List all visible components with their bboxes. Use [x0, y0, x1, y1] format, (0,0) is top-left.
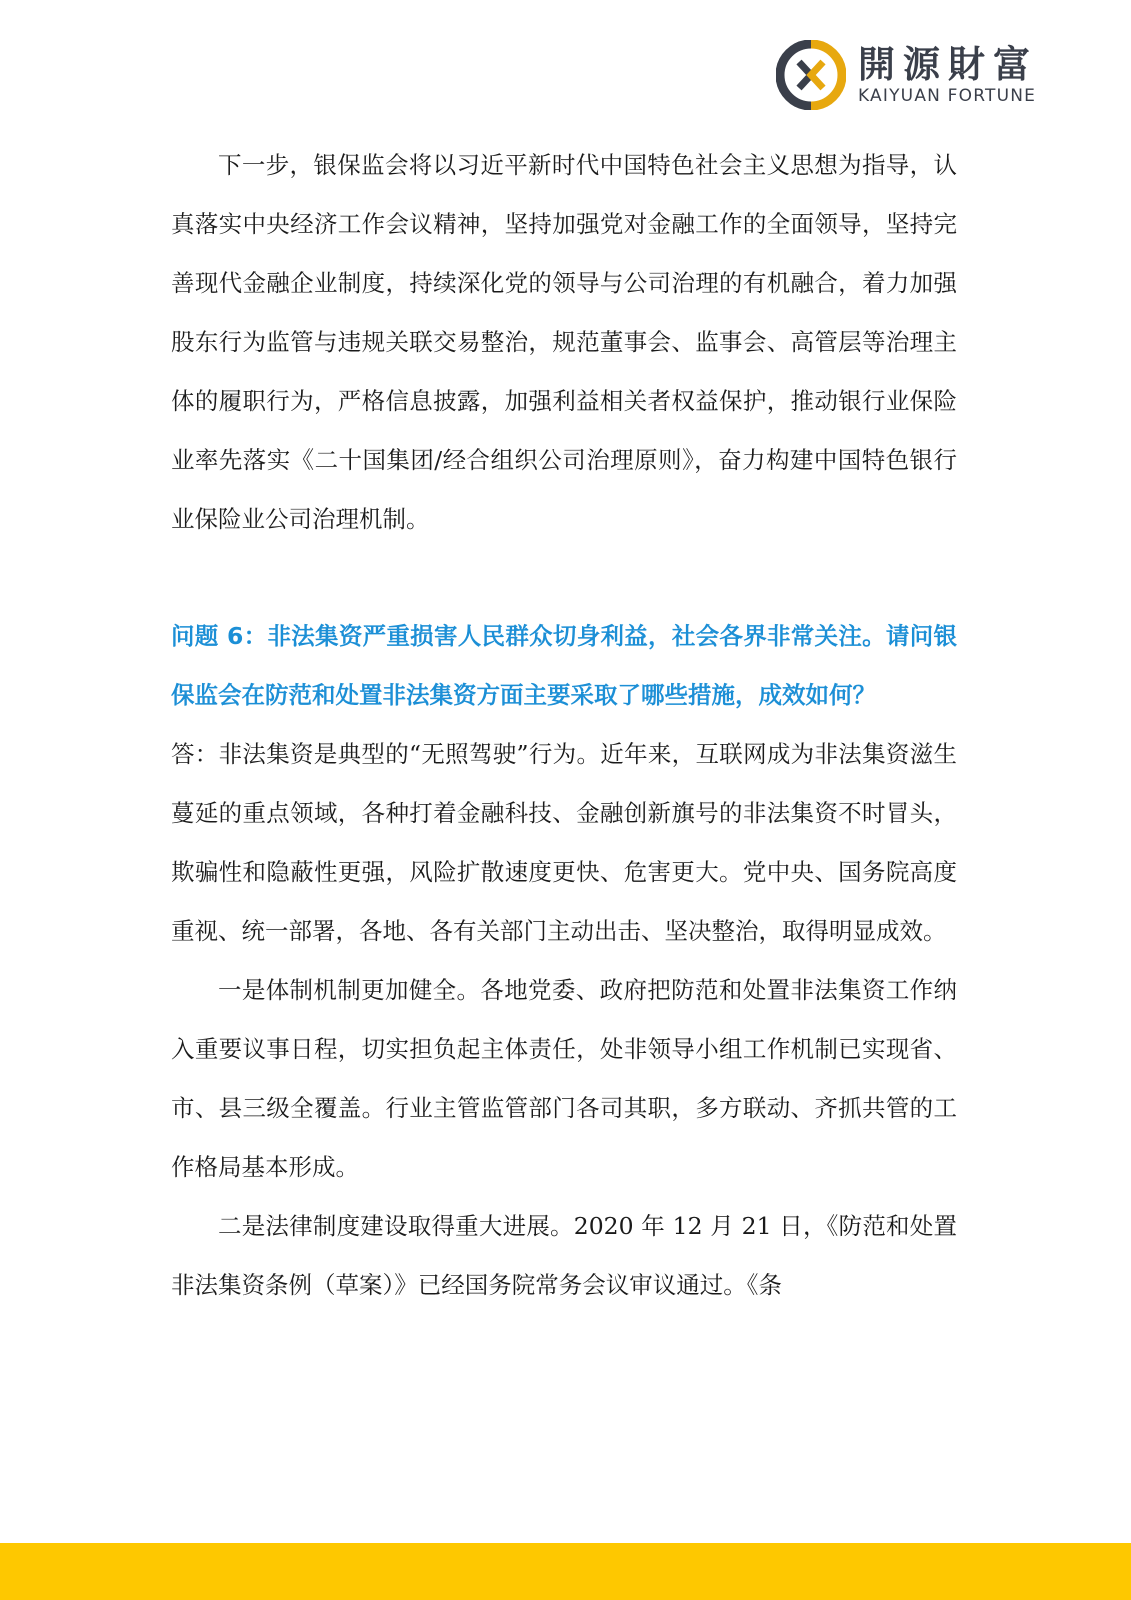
- logo-text: [858, 42, 1038, 106]
- footer-bar: [0, 1543, 1131, 1600]
- document-body: [171, 136, 957, 1315]
- logo-english-name: KAIYUAN FORTUNE: [858, 85, 1037, 106]
- logo-chinese-name: 開源財富: [858, 42, 1038, 86]
- page-header: [776, 40, 1038, 110]
- paragraph-next-steps: 下一步，银保监会将以习近平新时代中国特色社会主义思想为指导，认真落实中央经济工作会议精神，坚持加强党对金融工作的全面领导，坚持完善现代金融企业制度，持续深化党的领导与公司治理的有机融合，着力加强股东行为监管与违规关联交易整治，规范董事会、监事会、高管层等治理主体的履职行为，严格信息披露，加强利益相关者权益保护，推动银行业保险业率先落实《二十国集团/经合组织公司治理原则》，奋力构建中国特色银行业保险业公司治理机制。: [171, 151, 957, 533]
- answer-paragraph: 答：非法集资是典型的“无照驾驶”行为。近年来，互联网成为非法集资滋生蔓延的重点领域，各种打着金融科技、金融创新旗号的非法集资不时冒头，欺骗性和隐蔽性更强，风险扩散速度更快、危害更大。党中央、国务院高度重视、统一部署，各地、各有关部门主动出击、坚决整治，取得明显成效。: [171, 740, 957, 945]
- kaiyuan-logo-icon: [776, 40, 846, 110]
- paragraph-mechanism: 一是体制机制更加健全。各地党委、政府把防范和处置非法集资工作纳入重要议事日程，切实担负起主体责任，处非领导小组工作机制已实现省、市、县三级全覆盖。行业主管监管部门各司其职，多方联动、齐抓共管的工作格局基本形成。: [171, 976, 957, 1181]
- question-6: 问题 6：非法集资严重损害人民群众切身利益，社会各界非常关注。请问银保监会在防范和处置非法集资方面主要采取了哪些措施，成效如何？: [171, 622, 957, 709]
- paragraph-legal-system: 二是法律制度建设取得重大进展。2020 年 12 月 21 日，《防范和处置非法集资条例（草案）》已经国务院常务会议审议通过。《条: [171, 1212, 957, 1299]
